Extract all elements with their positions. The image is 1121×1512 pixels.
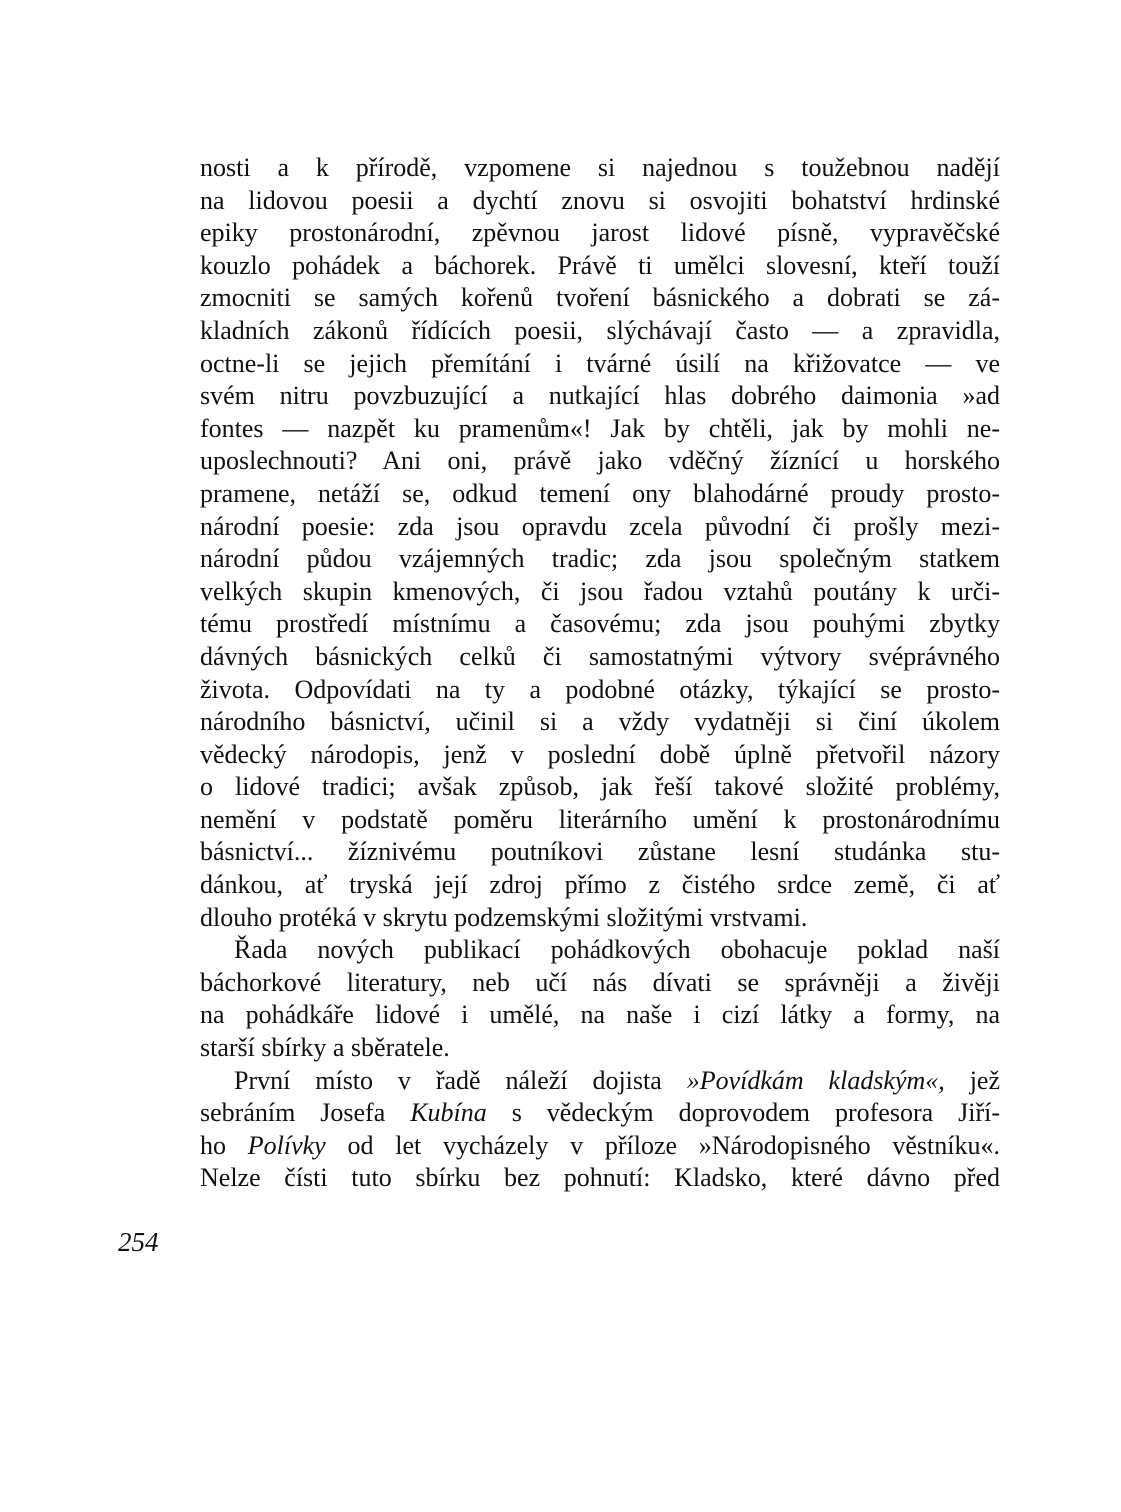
text-line bbox=[200, 1097, 1000, 1130]
text-segment: s vědeckým doprovodem profesora Jiří- bbox=[486, 1098, 1000, 1128]
text-line: o lidové tradici; avšak způsob, jak řeší takové složité problémy, bbox=[200, 772, 1000, 802]
page-number: 254 bbox=[118, 1227, 159, 1257]
text-segment: První místo v řadě náleží dojista bbox=[234, 1065, 687, 1095]
text-line: velkých skupin kmenových, či jsou řadou vztahů poutány k urči- bbox=[200, 576, 1000, 606]
text-line: básnictví... žíznivému poutníkovi zůstane lesní studánka stu- bbox=[200, 837, 1000, 867]
text-line: na lidovou poesii a dychtí znovu si osvojiti bohatství hrdinské bbox=[200, 185, 1000, 215]
text-line: zmocniti se samých kořenů tvoření básnického a dobrati se zá- bbox=[200, 283, 1000, 313]
text-line: národní půdou vzájemných tradic; zda jsou společným statkem bbox=[200, 544, 1000, 574]
text-line: nosti a k přírodě, vzpomene si najednou s toužebnou nadějí bbox=[200, 153, 1000, 182]
text-segment: sebráním Josefa bbox=[200, 1098, 411, 1128]
text-line: dánkou, ať tryská její zdroj přímo z čistého srdce země, či ať bbox=[200, 870, 1000, 900]
book-title: »Povídkám kladským«, bbox=[686, 1065, 945, 1095]
text-line: kladních zákonů řídících poesii, slýchávají často — a zpravidla, bbox=[200, 315, 1000, 345]
text-line: vědecký národopis, jenž v poslední době úplně přetvořil názory bbox=[200, 739, 1000, 769]
paragraph-2 bbox=[200, 934, 1000, 1064]
text-line: nemění v podstatě poměru literárního umění k prostonárodnímu bbox=[200, 804, 1000, 834]
paragraph-1 bbox=[200, 152, 1000, 934]
text-line: dlouho protéká v skrytu podzemskými složitými vrstvami. bbox=[200, 902, 808, 932]
text-line: tému prostředí místnímu a časovému; zda jsou pouhými zbytky bbox=[200, 609, 1000, 639]
text-segment: od let vycházely v příloze »Národopisného věstníku«. bbox=[325, 1130, 1001, 1160]
text-line: báchorkové literatury, neb učí nás dívati se správněji a živěji bbox=[200, 967, 1000, 997]
text-line: starší sbírky a sběratele. bbox=[200, 1033, 450, 1063]
text-line bbox=[200, 1065, 1000, 1098]
text-line: dávných básnických celků či samostatnými výtvory svéprávného bbox=[200, 641, 1000, 671]
text-line: fontes — nazpět ku pramenům«! Jak by chtěli, jak by mohli ne- bbox=[200, 413, 1000, 443]
author-name: Polívky bbox=[247, 1130, 326, 1160]
text-line: života. Odpovídati na ty a podobné otázky, týkající se prosto- bbox=[200, 674, 1000, 704]
text-segment: jež bbox=[944, 1065, 1001, 1095]
text-line: národního básnictví, učinil si a vždy vydatněji si činí úkolem bbox=[200, 707, 1000, 737]
text-segment: ho bbox=[200, 1130, 248, 1160]
text-line: pramene, netáží se, odkud temení ony blahodárné proudy prosto- bbox=[200, 478, 1000, 508]
text-line: svém nitru povzbuzující a nutkající hlas dobrého daimonia »ad bbox=[200, 381, 1000, 411]
text-line: octne-li se jejich přemítání i tvárné úsilí na křižovatce — ve bbox=[200, 348, 1000, 378]
author-name: Kubína bbox=[410, 1098, 487, 1128]
text-line: epiky prostonárodní, zpěvnou jarost lidové písně, vypravěčské bbox=[200, 218, 1000, 248]
text-line: na pohádkáře lidové i umělé, na naše i cizí látky a formy, na bbox=[200, 1000, 1000, 1030]
paragraph-3 bbox=[200, 1065, 1000, 1195]
text-line: uposlechnouti? Ani oni, právě jako vděčný žíznící u horského bbox=[200, 446, 1000, 476]
text-line: kouzlo pohádek a báchorek. Právě ti umělci slovesní, kteří touží bbox=[200, 250, 1000, 280]
text-line: Řada nových publikací pohádkových obohacuje poklad naší bbox=[234, 935, 1000, 965]
text-line: národní poesie: zda jsou opravdu zcela původní či prošly mezi- bbox=[200, 511, 1000, 541]
body-text bbox=[200, 152, 1000, 1195]
text-line bbox=[200, 1130, 1000, 1163]
text-line: Nelze čísti tuto sbírku bez pohnutí: Kladsko, které dávno před bbox=[200, 1163, 1000, 1193]
